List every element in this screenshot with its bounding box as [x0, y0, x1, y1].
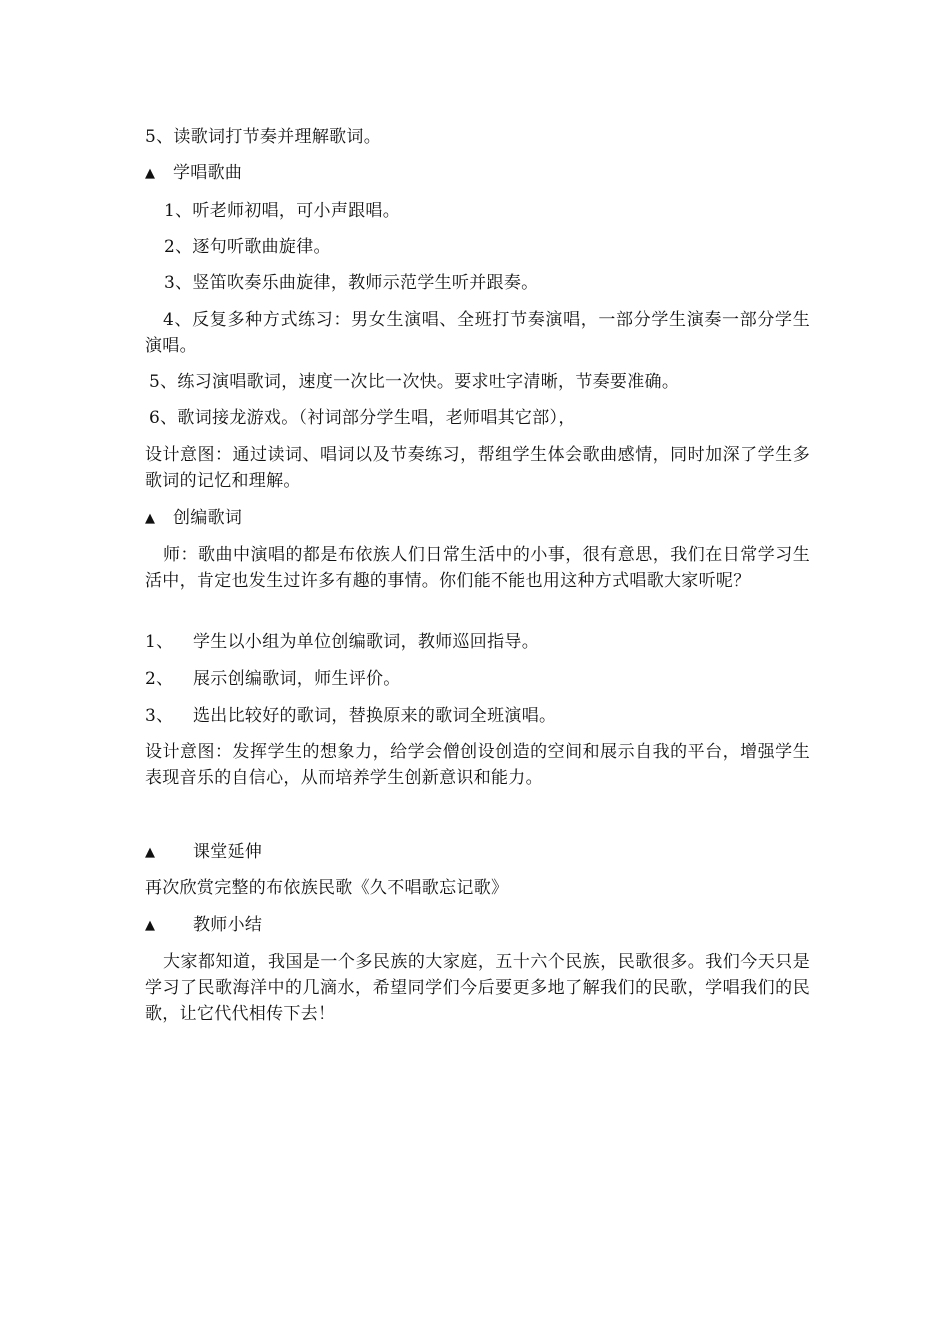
- step-item: 3、竖笛吹奏乐曲旋律，教师示范学生听并跟奏。: [164, 273, 539, 293]
- triangle-bullet-icon: ▲: [145, 845, 156, 860]
- section-heading-create: [145, 505, 810, 532]
- section-title: 学唱歌曲: [173, 163, 243, 183]
- item-text: 学生以小组为单位创编歌词，教师巡回指导。: [193, 632, 539, 652]
- item-number: 2、: [145, 669, 174, 689]
- item-number: 3、: [145, 706, 174, 726]
- summary-text: 大家都知道，我国是一个多民族的大家庭，五十六个民族，民歌很多。我们今天只是学习了民歌海洋中的几滴水，希望同学们今后要更多地了解我们的民歌，学唱我们的民歌，让它代代相传下去！: [145, 952, 810, 1024]
- section-heading-summary: [145, 912, 810, 939]
- list-item: [145, 703, 810, 729]
- step-item: 4、反复多种方式练习：男女生演唱、全班打节奏演唱，一部分学生演奏一部分学生演唱。: [145, 310, 810, 356]
- extend-text: 再次欣赏完整的布依族民歌《久不唱歌忘记歌》: [145, 878, 509, 898]
- list-item: [145, 629, 810, 655]
- item-text: 选出比较好的歌词，替换原来的歌词全班演唱。: [193, 706, 557, 726]
- design-intent: 设计意图：通过读词、唱词以及节奏练习，帮组学生体会歌曲感情，同时加深了学生多歌词的记忆和理解。: [145, 445, 810, 491]
- section-title: 教师小结: [193, 915, 263, 935]
- step-item: 2、逐句听歌曲旋律。: [164, 237, 331, 257]
- design-intent: 设计意图：发挥学生的想象力，给学会僧创设创造的空间和展示自我的平台，增强学生表现音乐的自信心，从而培养学生创新意识和能力。: [145, 742, 810, 788]
- step-item: 6、歌词接龙游戏。（衬词部分学生唱，老师唱其它部），: [149, 408, 576, 428]
- top-item: 5、读歌词打节奏并理解歌词。: [145, 127, 382, 147]
- section-title: 课堂延伸: [193, 842, 263, 862]
- teacher-speech: 师：歌曲中演唱的都是布依族人们日常生活中的小事，很有意思，我们在日常学习生活中，肯定也发生过许多有趣的事情。你们能不能也用这种方式唱歌大家听呢？: [145, 545, 810, 591]
- step-item: 5、练习演唱歌词，速度一次比一次快。要求吐字清晰，节奏要准确。: [149, 372, 680, 392]
- section-title: 创编歌词: [173, 508, 243, 528]
- item-number: 1、: [145, 632, 174, 652]
- triangle-bullet-icon: ▲: [145, 166, 156, 181]
- item-text: 展示创编歌词，师生评价。: [193, 669, 401, 689]
- triangle-bullet-icon: ▲: [145, 918, 156, 933]
- list-item: [145, 666, 810, 692]
- triangle-bullet-icon: ▲: [145, 511, 156, 526]
- section-heading-learn: [145, 160, 810, 187]
- section-heading-extend: [145, 839, 810, 866]
- step-item: 1、听老师初唱，可小声跟唱。: [164, 201, 401, 221]
